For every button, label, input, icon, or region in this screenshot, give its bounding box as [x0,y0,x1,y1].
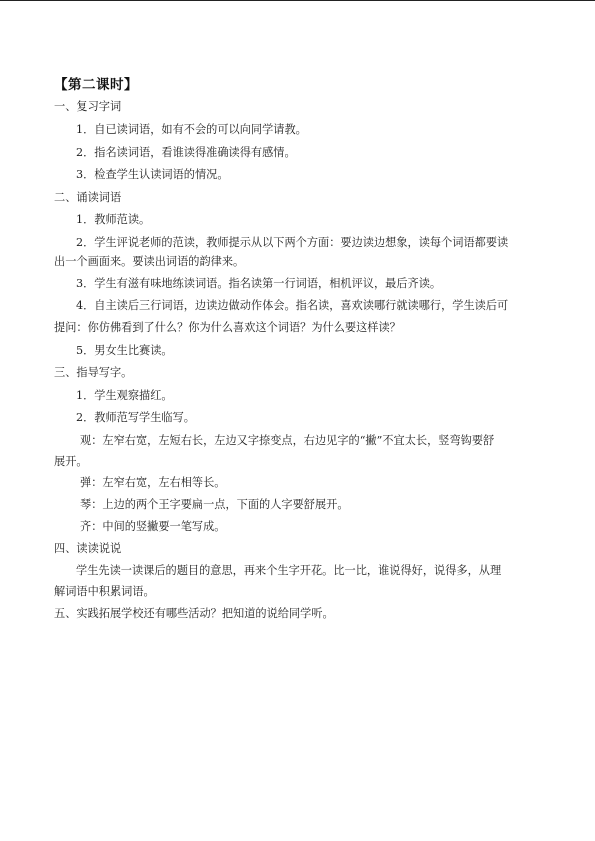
list-item: 2．学生评说老师的范读，教师提示从以下两个方面：要边读边想象，读每个词语都要读 [76,236,509,249]
section-heading-practice: 五、实践拓展学校还有哪些活动？把知道的说给同学听。 [54,607,334,620]
list-item: 1．学生观察描红。 [76,389,173,402]
list-item: 5．男女生比赛读。 [76,344,173,357]
list-item: 1．教师范读。 [76,213,151,226]
list-item: 2．教师范写学生临写。 [76,411,195,424]
character-guide: 弹：左窄右宽，左右相等长。 [80,476,226,489]
section-heading-read-speak: 四、读读说说 [54,542,122,555]
paragraph-line-continuation: 解词语中积累词语。 [54,585,155,598]
list-item: 3．学生有滋有味地练读词语。指名读第一行词语，相机评议，最后齐读。 [76,277,442,290]
character-guide: 观：左窄右宽，左短右长，左边又字捺变点，右边见字的“撇”不宜太长，竖弯钩要舒 [80,434,495,447]
list-item: 3．检查学生认读词语的情况。 [76,168,229,181]
list-item: 1．自已读词语，如有不会的可以向同学请教。 [76,123,307,136]
top-border-line [0,0,595,1]
character-guide: 琴：上边的两个王字要扁一点，下面的人字要舒展开。 [80,498,349,511]
section-heading-writing: 三、指导写字。 [54,366,133,379]
character-guide: 齐：中间的竖撇要一笔写成。 [80,520,226,533]
section-heading-recite: 二、诵读词语 [54,191,122,204]
paragraph-line: 学生先读一读课后的题目的意思，再来个生字开花。比一比，谁说得好，说得多，从理 [76,564,502,577]
list-item-continuation: 出一个画面来。要读出词语的韵律来。 [54,255,245,268]
list-item: 2．指名读词语，看谁读得准确读得有感情。 [76,146,296,159]
section-heading-review: 一、复习字词 [54,100,122,113]
character-guide-continuation: 展开。 [54,455,88,468]
lesson-title: 【第二课时】 [54,77,138,93]
list-item: 4．自主读后三行词语，边读边做动作体会。指名读，喜欢读哪行就读哪行，学生读后可 [76,299,509,312]
list-item-continuation: 提问：你仿佛看到了什么？你为什么喜欢这个词语？为什么要这样读？ [54,321,401,334]
